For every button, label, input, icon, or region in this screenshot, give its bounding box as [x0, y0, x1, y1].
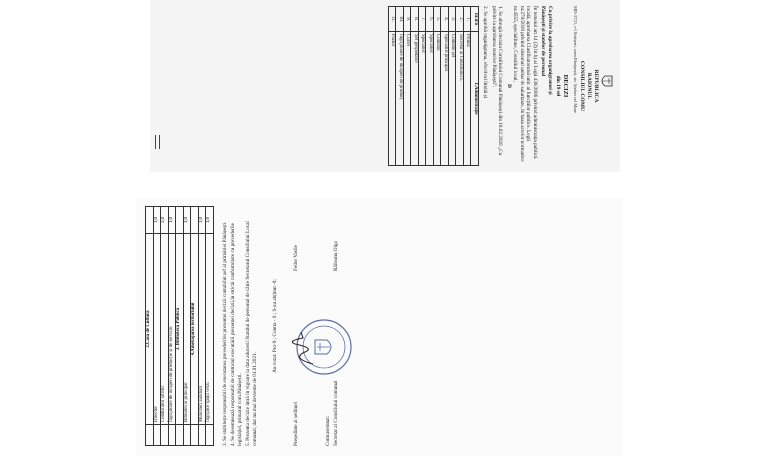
secretary-label: Secretar al Consiliului comunal [332, 380, 339, 446]
staff-table-bottom [145, 206, 214, 446]
row-number: 2. [456, 7, 464, 32]
table-row [153, 207, 161, 446]
position-name: Îngrijitor spații verzi [206, 234, 214, 425]
position-name: Specialist [418, 32, 426, 166]
position-name: Contabil șef [448, 32, 456, 166]
row-number [161, 425, 169, 446]
row-number: 1. [463, 7, 471, 32]
row-number: 6. [426, 7, 434, 32]
row-number: 3. [448, 7, 456, 32]
signature-block [283, 206, 373, 446]
document-page-top [150, 0, 620, 172]
position-name: Conducător artistic [161, 234, 169, 425]
staff-table-top [388, 6, 479, 166]
chair-label: Președinte al ședinței [292, 401, 299, 446]
position-count: 1,0 [168, 207, 176, 234]
table-row [433, 7, 441, 166]
header-country: REPUBLICA [593, 69, 599, 103]
vote-line: Au votat: Pro-9 ; Contra - 0 ; S-au abținut -0; [272, 279, 278, 373]
section-administration: 1.Administrație [471, 32, 479, 166]
position-count: 1,0 [183, 207, 191, 234]
row-number [183, 425, 191, 446]
table-row [388, 7, 396, 166]
position-count: 1,0 [206, 207, 214, 234]
section-culture: 2.Casa de Cultură [146, 234, 154, 425]
table-row [411, 7, 419, 166]
table-row [168, 207, 176, 446]
row-number [168, 425, 176, 446]
subject-line-1: Cu privire la aprobarea organigramei și [546, 6, 553, 95]
contra-label: Contrasemnat: [324, 415, 331, 446]
position-name: Șef gospodărie [411, 32, 419, 166]
body-paragraph: În temeiul art.14 (2) lit.b) al Legii 436/2006 privind administrația publică locală, aprobarea Clasificatorului unic al funcțiilor publice, Legii nr.270/2018 privind sistemul unitar de salarizare, în baza actelor normative nr.4555, specialitate, Consiliul local, [512, 6, 538, 162]
section-amenajare: 4.Amenajarea teritoriului [191, 234, 199, 425]
position-name: Specialist principal [441, 32, 449, 166]
chair-name: Fedor Vasile [292, 245, 299, 271]
row-number: 9. [403, 7, 411, 32]
table-header-row [471, 7, 479, 166]
secretary-name: Răileanu Olga [332, 241, 339, 271]
header-district: RAIONUL [586, 72, 593, 100]
position-name: Secretar al Consiliului L [456, 32, 464, 166]
row-number: 11. [388, 7, 396, 32]
table-row [463, 7, 471, 166]
coat-of-arms-icon [598, 74, 614, 88]
table-row [403, 7, 411, 166]
table-row [161, 207, 169, 446]
header-address: MD-3721, r-l Strășeni, com.Pănășești, str. Ștefan cel Mare [573, 6, 579, 114]
point-1: 1. Se abrogă decizia Consiliului Comunal Pănășești din 18.02.2020 „Cu privire la aprobarea statelor Pănășești”. [490, 6, 504, 156]
row-number [206, 425, 214, 446]
position-name: Curier [403, 32, 411, 166]
row-number [198, 425, 206, 446]
decision-title: DECIZI [562, 74, 570, 98]
decision-date: din 19 sel [555, 75, 562, 97]
table-row [183, 207, 191, 446]
handwritten-signature-icon [283, 328, 323, 368]
position-name: Primar [463, 32, 471, 166]
table-row [418, 7, 426, 166]
position-name: Muncitori auxiliari [198, 234, 206, 425]
decide-heading: D [505, 84, 512, 88]
paragraph-3: 3. Se stabilește responsabil de executarea prevederilor prezentei decizii contabilul șef al primăriei Pănășești. [221, 221, 228, 446]
point-2: 2. Se aprobă organigrama, efectivul limită și [482, 6, 489, 99]
header-council: CONSILIUL COMU [579, 60, 586, 112]
section-library: 3. Biblioteca Publică [176, 234, 184, 425]
table-row [198, 207, 206, 446]
subject-line-2: Pănășești și statelor de personal [540, 6, 547, 77]
position-name: Contabil [433, 32, 441, 166]
paragraph-5: 5. Prezenta decizie intră în vigoare la data aducerii Statului de personal de către Secretarul Consiliului Local comunal, dar nu mai devreme de 01.01.2021. [245, 221, 258, 446]
table-row [456, 7, 464, 166]
position-name: Îngrijitoare de încăperi de producț [396, 32, 404, 166]
table-row [448, 7, 456, 166]
position-name: Bibliotecar principal [183, 234, 191, 425]
row-number: 4. [441, 7, 449, 32]
row-number [153, 425, 161, 446]
position-name: Îngrijitoare de încăperi de producție și de serviciu [168, 234, 176, 425]
page-top-content [150, 0, 620, 172]
row-number: 5. [433, 7, 441, 32]
row-number: 8. [411, 7, 419, 32]
position-count: 1,0 [153, 207, 161, 234]
table-row [396, 7, 404, 166]
position-name: Specialist [426, 32, 434, 166]
col-nr-header: nr.d/o [471, 7, 479, 32]
binding-marks [155, 135, 165, 149]
row-number: 10. [396, 7, 404, 32]
position-count: 2,0 [161, 207, 169, 234]
table-row [441, 7, 449, 166]
table-row [426, 7, 434, 166]
document-page-bottom [136, 198, 622, 456]
paragraph-4: 4. Se desemnează responsabil de controlul executării prezentei decizii,în strictă conformitate cu prevederile legislației, primarul com.Pănășești. [230, 223, 243, 446]
page-bottom-content [136, 198, 622, 456]
table-row [206, 207, 214, 446]
position-name: Paznic [388, 32, 396, 166]
position-count: 3,0 [198, 207, 206, 234]
row-number: 7. [418, 7, 426, 32]
position-name: Director [153, 234, 161, 425]
